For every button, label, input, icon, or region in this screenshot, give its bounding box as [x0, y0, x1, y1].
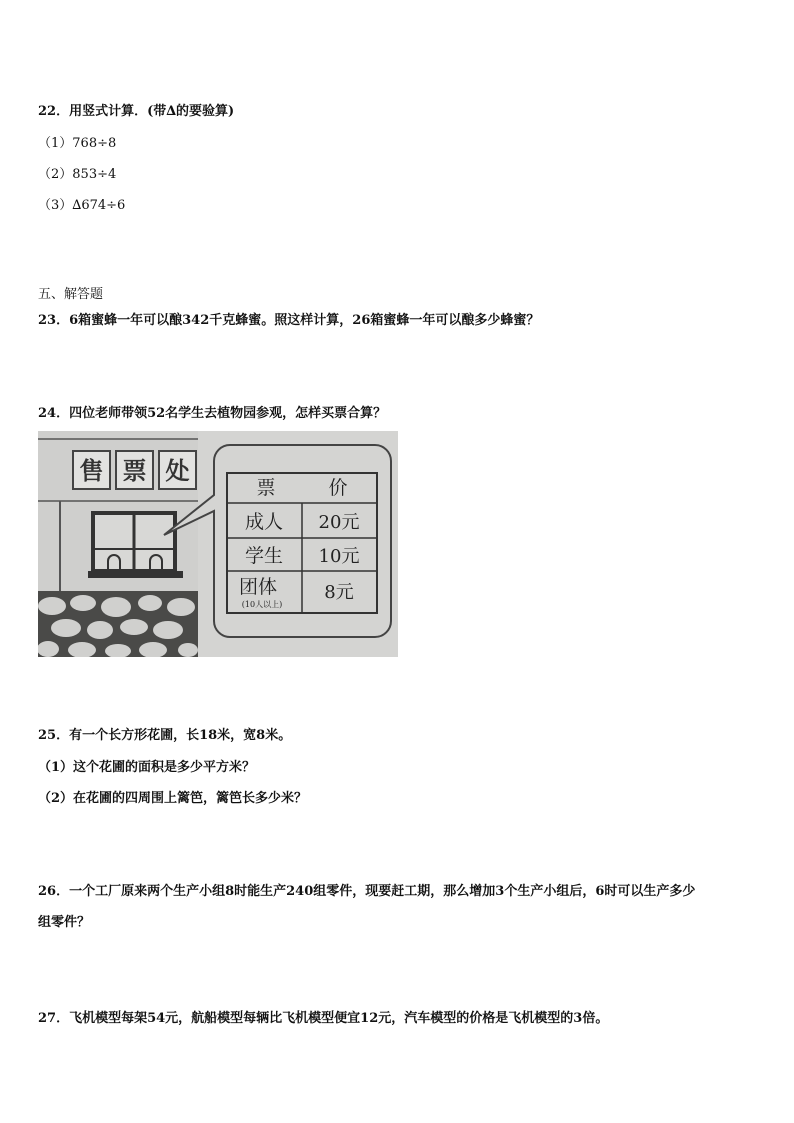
question-22-item-2: （2）853÷4	[38, 167, 117, 182]
row-group-note: (10人以上)	[241, 600, 283, 609]
question-22-title: 22．用竖式计算．(带∆的要验算)	[38, 104, 235, 119]
question-26-line-1: 26．一个工厂原来两个生产小组8时能生产240组零件，现要赶工期，那么增加3个生产小组后，6时可以生产多少	[38, 884, 696, 899]
row-group-label: 团体	[238, 576, 278, 598]
row-adult-label: 成人	[244, 511, 284, 533]
row-group-price: 8元	[324, 582, 354, 603]
sign-box-3	[159, 451, 196, 489]
row-student-price: 10元	[318, 546, 360, 567]
question-24: 24．四位老师带领52名学生去植物园参观，怎样买票合算？	[38, 406, 387, 421]
price-table-header-ticket: 票	[256, 477, 276, 499]
ticket-office-illustration	[38, 431, 398, 657]
question-26-line-2: 组零件？	[38, 915, 91, 930]
section-5-heading: 五、解答题	[38, 287, 104, 302]
sign-char-3: 处	[165, 456, 190, 485]
row-adult-price: 20元	[318, 512, 360, 533]
stone-wall	[38, 591, 198, 657]
question-27: 27．飞机模型每架54元，航船模型每辆比飞机模型便宜12元，汽车模型的价格是飞机模型的3倍。	[38, 1011, 609, 1026]
question-22-item-1: （1）768÷8	[38, 136, 117, 151]
question-25-item-1: （1）这个花圃的面积是多少平方米？	[38, 760, 256, 775]
sign-box-1	[73, 451, 110, 489]
sign-char-2: 票	[122, 456, 147, 485]
ticket-window	[88, 513, 183, 578]
question-22-item-3: （3）∆674÷6	[38, 198, 126, 213]
question-25-item-2: （2）在花圃的四周围上篱笆，篱笆长多少米？	[38, 791, 308, 806]
sign-box-2	[116, 451, 153, 489]
row-student-label: 学生	[244, 545, 284, 567]
price-table-header-price: 价	[328, 477, 348, 499]
question-23: 23．6箱蜜蜂一年可以酿342千克蜂蜜。照这样计算，26箱蜜蜂一年可以酿多少蜂蜜？	[38, 313, 540, 328]
question-25-stem: 25．有一个长方形花圃，长18米，宽8米。	[38, 728, 292, 743]
sign-char-1: 售	[79, 456, 104, 485]
